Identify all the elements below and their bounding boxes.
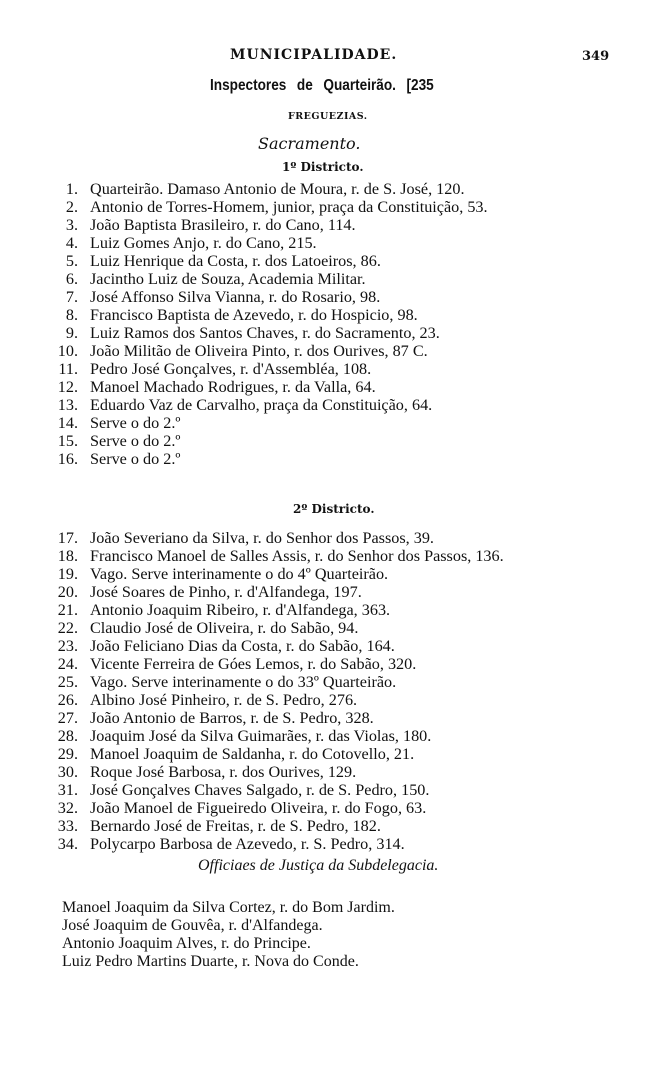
item-text: Joaquim José da Silva Guimarães, r. das Violas, 180.: [90, 727, 432, 745]
item-text: Francisco Baptista de Azevedo, r. do Hospicio, 98.: [90, 306, 418, 324]
list-item: [42, 601, 652, 619]
item-text: Polycarpo Barbosa de Azevedo, r. S. Pedro, 314.: [90, 835, 405, 853]
item-number: 2.: [65, 198, 78, 216]
section-label: FREGUEZIAS.: [288, 111, 368, 122]
list-item: [42, 691, 652, 709]
item-number: 24.: [57, 655, 78, 673]
item-text: Antonio de Torres-Homem, junior, praça da Constituição, 53.: [90, 198, 488, 216]
item-text: João Severiano da Silva, r. do Senhor dos Passos, 39.: [90, 529, 434, 547]
item-number: 21.: [57, 601, 78, 619]
list-item: [42, 709, 652, 727]
list-item: [42, 342, 652, 360]
item-text: Vago. Serve interinamente o do 4º Quarteirão.: [90, 565, 389, 583]
list-item: [42, 216, 652, 234]
list-item: [42, 252, 652, 270]
list-item: [42, 619, 652, 637]
item-number: 6.: [65, 270, 78, 288]
officer-entry: José Joaquim de Gouvêa, r. d'Alfandega.: [62, 917, 323, 934]
item-number: 34.: [57, 835, 78, 853]
list-item: [42, 270, 652, 288]
list-item: [42, 306, 652, 324]
item-text: Jacintho Luiz de Souza, Academia Militar.: [90, 270, 366, 288]
district-heading: 2º Districto.: [293, 502, 375, 516]
item-number: 17.: [57, 529, 78, 547]
item-number: 23.: [57, 637, 78, 655]
item-text: Albino José Pinheiro, r. de S. Pedro, 276.: [90, 691, 358, 709]
parish-heading: Sacramento.: [258, 134, 361, 153]
item-text: Luiz Henrique da Costa, r. dos Latoeiros, 86.: [90, 252, 381, 270]
item-number: 3.: [65, 216, 78, 234]
item-text: Quarteirão. Damaso Antonio de Moura, r. de S. José, 120.: [90, 180, 465, 198]
item-text: Francisco Manoel de Salles Assis, r. do Senhor dos Passos, 136.: [90, 547, 504, 565]
item-number: 14.: [57, 414, 78, 432]
list-item: [42, 414, 652, 432]
item-text: Luiz Ramos dos Santos Chaves, r. do Sacramento, 23.: [90, 324, 440, 342]
item-number: 26.: [57, 691, 78, 709]
list-item: [42, 637, 652, 655]
item-text: Claudio José de Oliveira, r. do Sabão, 94.: [90, 619, 359, 637]
list-item: [42, 432, 652, 450]
running-title: MUNICIPALIDADE.: [230, 47, 398, 63]
list-item: [42, 565, 652, 583]
list-item: [42, 655, 652, 673]
district-2-list: [42, 529, 652, 853]
item-text: João Antonio de Barros, r. de S. Pedro, 328.: [90, 709, 374, 727]
item-number: 25.: [57, 673, 78, 691]
officer-entry: Luiz Pedro Martins Duarte, r. Nova do Conde.: [62, 953, 359, 970]
item-text: José Affonso Silva Vianna, r. do Rosario, 98.: [90, 288, 381, 306]
item-number: 20.: [57, 583, 78, 601]
item-text: João Feliciano Dias da Costa, r. do Sabão, 164.: [90, 637, 395, 655]
list-item: [42, 450, 652, 468]
item-number: 12.: [57, 378, 78, 396]
item-number: 4.: [65, 234, 78, 252]
item-number: 30.: [57, 763, 78, 781]
page-number: 349: [582, 49, 610, 64]
district-heading: 1º Districto.: [282, 160, 364, 174]
item-number: 13.: [57, 396, 78, 414]
item-text: Manoel Machado Rodrigues, r. da Valla, 64.: [90, 378, 376, 396]
list-item: [42, 378, 652, 396]
item-text: José Soares de Pinho, r. d'Alfandega, 197.: [90, 583, 362, 601]
item-text: Serve o do 2.º: [90, 450, 181, 468]
officers-list: [62, 899, 661, 971]
item-number: 8.: [65, 306, 78, 324]
item-text: José Gonçalves Chaves Salgado, r. de S. Pedro, 150.: [90, 781, 430, 799]
item-number: 1.: [65, 180, 78, 198]
item-text: Bernardo José de Freitas, r. de S. Pedro, 182.: [90, 817, 381, 835]
item-number: 29.: [57, 745, 78, 763]
list-item: [42, 583, 652, 601]
item-number: 16.: [57, 450, 78, 468]
item-text: Antonio Joaquim Ribeiro, r. d'Alfandega, 363.: [90, 601, 391, 619]
officer-entry: Antonio Joaquim Alves, r. do Principe.: [62, 935, 311, 952]
item-number: 32.: [57, 799, 78, 817]
item-text: Pedro José Gonçalves, r. d'Assembléa, 108.: [90, 360, 372, 378]
item-text: Serve o do 2.º: [90, 432, 181, 450]
list-item: [42, 763, 652, 781]
list-item: [42, 781, 652, 799]
item-number: 5.: [65, 252, 78, 270]
item-text: Vago. Serve interinamente o do 33º Quarteirão.: [90, 673, 397, 691]
list-item: [42, 673, 652, 691]
list-item: [42, 180, 652, 198]
list-item: [42, 234, 652, 252]
item-number: 33.: [57, 817, 78, 835]
item-number: 9.: [65, 324, 78, 342]
item-number: 15.: [57, 432, 78, 450]
list-item: [42, 835, 652, 853]
item-text: Roque José Barbosa, r. dos Ourives, 129.: [90, 763, 357, 781]
item-text: Eduardo Vaz de Carvalho, praça da Constituição, 64.: [90, 396, 433, 414]
list-item: [42, 324, 652, 342]
list-item: [42, 547, 652, 565]
item-number: 18.: [57, 547, 78, 565]
list-item: [42, 360, 652, 378]
item-number: 31.: [57, 781, 78, 799]
district-1-list: [42, 180, 652, 468]
item-number: 22.: [57, 619, 78, 637]
list-item: [42, 529, 652, 547]
list-item: [42, 799, 652, 817]
list-item: [42, 727, 652, 745]
section-subtitle: Inspectores de Quarteirão. [235: [210, 77, 434, 94]
list-item: [42, 396, 652, 414]
item-number: 28.: [57, 727, 78, 745]
item-number: 10.: [57, 342, 78, 360]
item-number: 19.: [57, 565, 78, 583]
item-text: Vicente Ferreira de Góes Lemos, r. do Sabão, 320.: [90, 655, 417, 673]
item-text: João Manoel de Figueiredo Oliveira, r. do Fogo, 63.: [90, 799, 427, 817]
item-text: Serve o do 2.º: [90, 414, 181, 432]
list-item: [42, 817, 652, 835]
list-item: [42, 745, 652, 763]
list-item: [42, 288, 652, 306]
item-text: João Baptista Brasileiro, r. do Cano, 114.: [90, 216, 356, 234]
item-text: Manoel Joaquim de Saldanha, r. do Cotovello, 21.: [90, 745, 415, 763]
item-number: 27.: [57, 709, 78, 727]
item-number: 7.: [65, 288, 78, 306]
list-item: [42, 198, 652, 216]
item-text: João Militão de Oliveira Pinto, r. dos Ourives, 87 C.: [90, 342, 428, 360]
item-text: Luiz Gomes Anjo, r. do Cano, 215.: [90, 234, 317, 252]
officers-heading: Officiaes de Justiça da Subdelegacia.: [198, 857, 439, 874]
item-number: 11.: [58, 360, 78, 378]
officer-entry: Manoel Joaquim da Silva Cortez, r. do Bom Jardim.: [62, 899, 395, 916]
